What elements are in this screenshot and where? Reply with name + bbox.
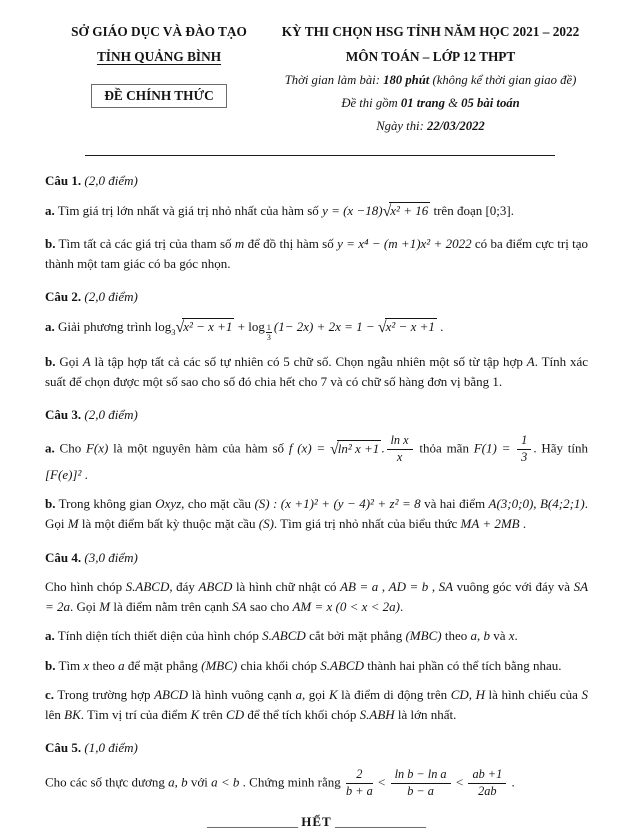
question-paragraph [45,626,588,646]
text-run: Gọi [55,353,83,369]
math-sqrt: √ln² x +1 [329,440,380,458]
text-run: x [508,628,515,644]
text-run: S [581,686,588,702]
text-run: . Gọi [70,599,100,615]
question-paragraph [45,685,588,726]
math-sqrt: √x² − x +1 [175,319,233,337]
text-run: là một nguyên hàm của hàm số [108,440,289,456]
question-paragraph [45,768,588,799]
text-run: b. [45,657,56,673]
header-right-block [273,20,588,139]
text-run: CD [450,686,469,702]
issuing-department: SỞ GIÁO DỤC VÀ ĐÀO TẠO [71,24,247,39]
text-run: thỏa mãn [414,440,474,456]
text-run: F(1) = [473,440,516,456]
text-run: a. [45,628,55,644]
text-run: 22/03/2022 [426,119,485,134]
text-run: để đồ thị hàm số [244,235,338,251]
text-run: , cho mặt cầu [181,496,255,512]
math-fraction: $\frac{\text{ln b − ln a}}{b - a}$ [391,768,451,799]
text-run: . [514,628,518,644]
text-run: là tập hợp tất cả các số tự nhiên có 5 chữ số. Chọn ngẫu nhiên một số từ tập hợp [90,353,527,369]
text-run: SA [232,599,247,615]
math-subscript: 3 [171,327,176,338]
text-run: MA + 2MB [460,516,520,532]
text-run: . Tính xác suất để chọn được một số sao cho số đó chia hết cho 7 và có chữ số hàng đơn vị bằng 1. [45,353,589,389]
text-run: để mặt phẳng [124,657,202,673]
text-run: A [526,353,535,369]
text-run: Trong trường hợp [54,686,155,702]
text-run: , [428,578,439,594]
text-run: + log [234,319,265,335]
math-fraction: $\frac{\text{ln x}}{x}$ [387,434,413,465]
text-run: . Chứng minh rằng [239,774,344,789]
text-run: x [83,657,90,673]
text-run: và hai điểm [420,496,489,512]
text-run: 05 bài toán [461,96,520,111]
math-fraction: $\frac{2}{b + a}$ [345,766,373,798]
text-run: (MBC) [201,657,238,673]
text-run: là hình chiếu của [484,686,582,702]
exam-header [45,20,588,139]
text-run: < [374,774,389,789]
question-paragraph [45,656,588,676]
text-run: . [81,466,88,482]
text-run: H [475,686,485,702]
end-label: HẾT [301,814,332,830]
text-run: a. [45,319,55,335]
text-run: Câu 4. [45,549,85,565]
text-run: Oxyz [155,496,182,512]
text-run: để thể tích khối chóp [244,707,360,723]
text-run: (S) : (x +1)² + (y − 4)² + z² = 8 [254,496,421,512]
text-run: Trong không gian [55,496,156,512]
question-paragraph [45,352,588,393]
text-run: ABCD [198,578,233,594]
text-run: < [452,774,467,789]
text-run: AM = x (0 < x < 2a) [292,599,400,615]
text-run: , [468,686,476,702]
text-run: AB = a [340,578,379,594]
text-run: (2,0 điểm) [84,407,138,423]
exam-meta [273,69,588,138]
text-run: Câu 2. [45,289,85,305]
text-run: y = (x −18) [322,202,383,218]
text-run: . [508,774,515,789]
text-run: a. [45,440,55,456]
text-run: ABCD [154,686,189,702]
text-run: 01 trang [400,96,445,111]
exam-meta-line [273,69,588,92]
text-run: S.ABCD [262,628,306,644]
text-run: là điểm di động trên [337,686,451,702]
text-run: (MBC) [405,628,442,644]
text-run: và [489,628,509,644]
text-run: (S) [258,516,274,532]
text-run: lên [45,707,65,723]
text-run: có ba điểm cực trị tạo thành một tam giác có ba góc nhọn. [45,235,588,271]
text-run: a [118,657,125,673]
text-run: c. [45,686,55,702]
text-run: SA [438,578,454,594]
text-run: Tìm [55,657,84,673]
text-run: [F(e)]² [45,466,82,482]
math-fraction: $\frac{ab +1}{2ab}$ [468,768,506,799]
text-run: thành hai phần có thể tích bằng nhau. [364,657,562,673]
text-run: là điểm nằm trên cạnh [110,599,233,615]
header-left-block [45,20,273,139]
text-run: 180 phút [383,73,430,88]
text-run: a, b [470,628,490,644]
text-run: CD [226,707,245,723]
question-heading [45,738,588,758]
text-run: . [436,319,444,335]
text-run: . Tìm giá trị nhỏ nhất của biểu thức [273,516,461,532]
question-paragraph [45,316,588,342]
text-run: , đáy [169,578,199,594]
text-run: a [295,686,302,702]
math-fraction: $\frac{1}{3}$ [517,434,531,465]
text-run: . Gọi [45,496,588,532]
text-run: a. [45,202,55,218]
text-run: a < b [211,774,240,789]
text-run: K [328,686,338,702]
exam-footer [45,814,588,830]
text-run: . Tìm vị trí của điểm [80,707,191,723]
text-run: (1− 2x) + 2x = 1 − [273,319,378,335]
text-run: cắt bởi mặt phẳng [305,628,406,644]
exam-meta-line [273,92,588,115]
text-run: trên [199,707,227,723]
question-paragraph [45,434,588,485]
text-run: . [519,516,527,532]
text-run: trên đoạn [0;3]. [430,202,514,218]
stamp-label: ĐỀ CHÍNH THỨC [104,88,214,104]
question-paragraph [45,234,588,275]
text-run: F(x) [85,440,109,456]
text-run: theo [441,628,471,644]
header-divider [85,155,555,156]
exam-questions [45,171,588,799]
text-run: Thời gian làm bài: [284,73,384,88]
text-run: b. [45,496,56,512]
text-run: Cho hình chóp [45,578,126,594]
math-fraction: $\frac{1}{3}$ [266,323,271,343]
text-run: S.ABCD [320,657,364,673]
text-run: . Hãy tính [533,440,589,456]
text-run: Ngày thi: [376,119,427,134]
text-run: , gọi [301,686,329,702]
text-run: f (x) = [288,440,330,456]
question-heading [45,287,588,307]
text-run: Tính diện tích thiết diện của hình chóp [54,628,263,644]
text-run: b. [45,235,56,251]
text-run: A(3;0;0) [488,496,534,512]
text-run: B(4;2;1) [539,496,585,512]
text-run: S.ABH [359,707,395,723]
official-exam-stamp [91,84,226,108]
math-sqrt: √x² − x +1 [377,319,435,337]
math-sqrt: √x² + 16 [382,202,429,220]
text-run: Tìm giá trị lớn nhất và giá trị nhỏ nhất của hàm số [54,202,323,218]
text-run: là hình vuông cạnh [188,686,296,702]
question-heading [45,548,588,568]
text-run: (không kể thời gian giao đề) [429,73,577,88]
text-run: a, b [168,774,188,789]
text-run: M [67,516,79,532]
text-run: (2,0 điểm) [84,172,138,188]
text-run: K [190,707,200,723]
text-run: Cho các số thực dương [45,774,169,789]
question-heading [45,405,588,425]
text-run: Câu 3. [45,407,85,423]
text-run: , [533,496,540,512]
text-run: là hình chữ nhật có [232,578,341,594]
text-run: SA = 2a [45,578,589,615]
text-run: , [378,578,389,594]
issuing-province: TỈNH QUẢNG BÌNH [96,48,222,64]
question-heading [45,171,588,191]
text-run: . [400,599,404,615]
question-paragraph [45,200,588,225]
text-run: là một điểm bất kỳ thuộc mặt cầu [78,516,259,532]
text-run: với [187,774,212,789]
text-run: AD = b [388,578,429,594]
text-run: Cho [54,440,86,456]
text-run: S.ABCD [125,578,170,594]
text-run: . [381,440,385,456]
text-run: chia khối chóp [237,657,321,673]
text-run: Câu 1. [45,172,85,188]
text-run: vuông góc với đáy và [453,578,574,594]
end-rule-left: ______________ [207,814,299,830]
text-run: m [234,235,245,251]
text-run: là lớn nhất. [394,707,457,723]
text-run: sao cho [246,599,293,615]
exam-subject: MÔN TOÁN – LỚP 12 THPT [345,48,516,64]
exam-meta-line [273,115,588,138]
question-paragraph [45,577,588,618]
text-run: (3,0 điểm) [84,549,138,565]
text-run: Đề thi gồm [341,96,401,111]
text-run: (2,0 điểm) [84,289,138,305]
text-run: (1,0 điểm) [84,740,138,756]
text-run: A [82,353,91,369]
exam-title: KỲ THI CHỌN HSG TỈNH NĂM HỌC 2021 – 2022 [281,24,580,39]
text-run: & [444,96,462,111]
end-rule-right: ______________ [334,814,426,830]
text-run: M [99,599,111,615]
text-run: BK [64,707,81,723]
text-run: b. [45,353,56,369]
text-run: Tìm tất cả các giá trị của tham số [55,235,235,251]
question-paragraph [45,494,588,535]
text-run: Câu 5. [45,740,85,756]
text-run: theo [89,657,119,673]
text-run: y = x⁴ − (m +1)x² + 2022 [337,235,472,251]
text-run: Giải phương trình log [54,319,172,335]
